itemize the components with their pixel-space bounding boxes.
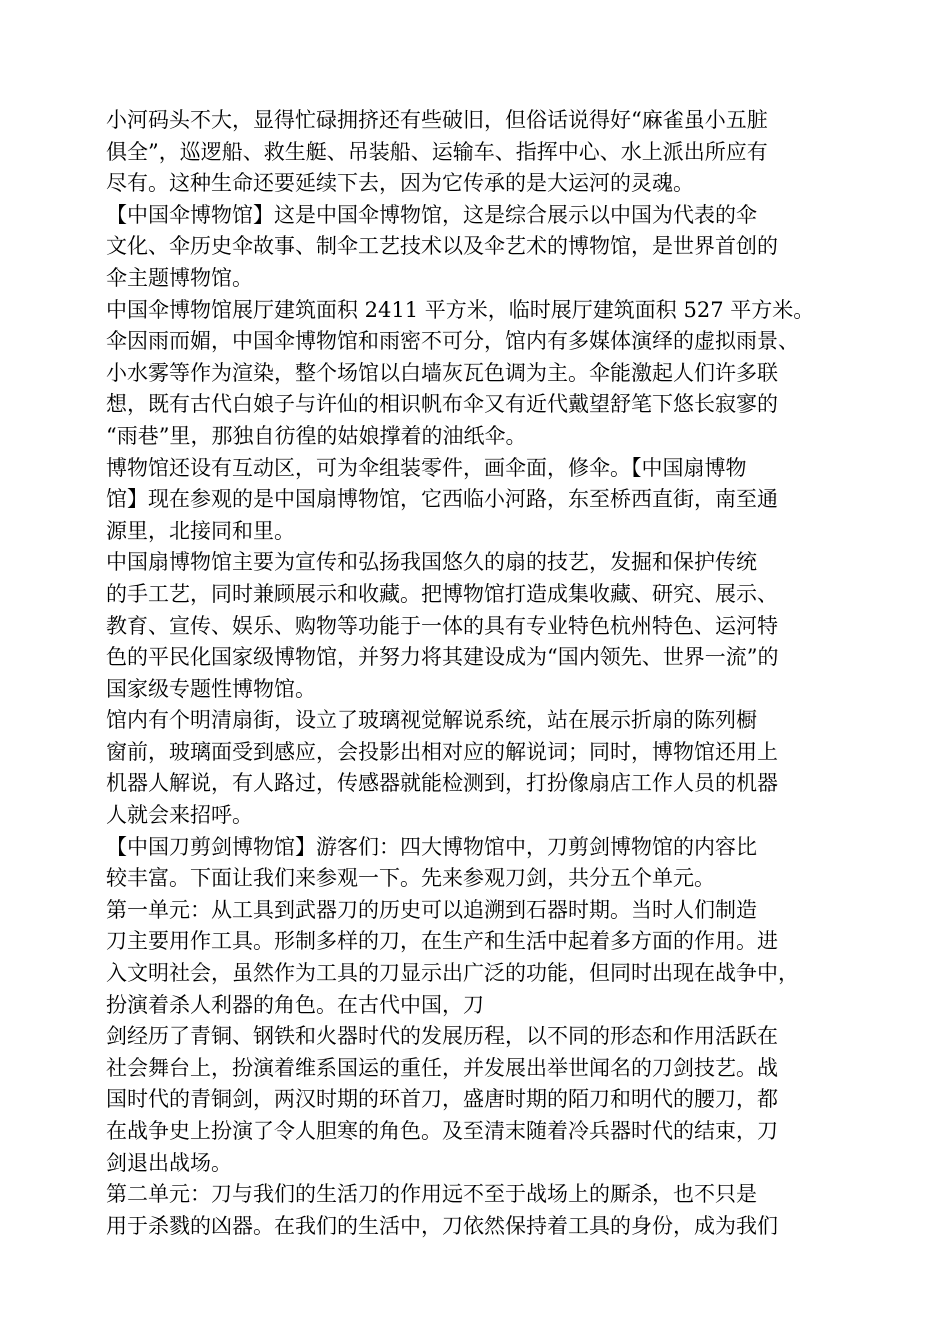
text-line: 剑经历了青铜、钢铁和火器时代的发展历程，以不同的形态和作用活跃在 (106, 1024, 778, 1049)
text-line: 伞主题博物馆。 (106, 265, 253, 290)
text-line: 扮演着杀人利器的角色。在古代中国，刀 (106, 992, 484, 1017)
text-line: 第二单元：刀与我们的生活刀的作用远不至于战场上的厮杀，也不只是 (106, 1182, 757, 1207)
text-line: 较丰富。下面让我们来参观一下。先来参观刀剑，共分五个单元。 (106, 866, 715, 891)
text-line: 文化、伞历史伞故事、制伞工艺技术以及伞艺术的博物馆，是世界首创的 (106, 234, 778, 259)
text-line: 想，既有古代白娘子与许仙的相识帆布伞又有近代戴望舒笔下悠长寂寥的 (106, 392, 778, 417)
text-line: 【中国刀剪剑博物馆】游客们：四大博物馆中，刀剪剑博物馆的内容比 (106, 834, 757, 859)
text-line: 博物馆还设有互动区，可为伞组装零件，画伞面，修伞。【中国扇博物 (106, 455, 747, 480)
text-line: 中国伞博物馆展厅建筑面积 2411 平方米，临时展厅建筑面积 527 平方米。 (106, 297, 815, 322)
text-line: 【中国伞博物馆】这是中国伞博物馆，这是综合展示以中国为代表的伞 (106, 202, 757, 227)
text-line: 小河码头不大，显得忙碌拥挤还有些破旧，但俗话说得好“麻雀虽小五脏 (106, 108, 768, 132)
text-line: 中国扇博物馆主要为宣传和弘扬我国悠久的扇的技艺，发掘和保护传统 (106, 550, 757, 575)
text-line: 用于杀戮的凶器。在我们的生活中，刀依然保持着工具的身份，成为我们 (106, 1213, 778, 1238)
text-line: 入文明社会，虽然作为工具的刀显示出广泛的功能，但同时出现在战争中， (106, 961, 799, 986)
body-text (106, 105, 866, 1242)
text-line: 国时代的青铜剑，两汉时期的环首刀，盛唐时期的陌刀和明代的腰刀，都 (106, 1087, 778, 1112)
text-line: 窗前，玻璃面受到感应，会投影出相对应的解说词；同时，博物馆还用上 (106, 739, 778, 764)
text-line: 色的平民化国家级博物馆，并努力将其建设成为“国内领先、世界一流”的 (106, 645, 779, 670)
text-line: 尽有。这种生命还要延续下去，因为它传承的是大运河的灵魂。 (106, 171, 694, 196)
text-line: 教育、宣传、娱乐、购物等功能于一体的具有专业特色杭州特色、运河特 (106, 613, 778, 638)
text-line: 国家级专题性博物馆。 (106, 676, 316, 701)
text-line: 小水雾等作为渲染，整个场馆以白墙灰瓦色调为主。伞能激起人们许多联 (106, 360, 778, 385)
text-line: 机器人解说，有人路过，传感器就能检测到，打扮像扇店工作人员的机器 (106, 771, 778, 796)
text-line: 伞因雨而媚，中国伞博物馆和雨密不可分，馆内有多媒体演绎的虚拟雨景、 (106, 329, 799, 354)
text-line: 剑退出战场。 (106, 1150, 232, 1175)
text-line: 社会舞台上，扮演着维系国运的重任，并发展出举世闻名的刀剑技艺。战 (106, 1055, 778, 1080)
text-line: 人就会来招呼。 (106, 803, 253, 828)
text-line: 刀主要用作工具。形制多样的刀，在生产和生活中起着多方面的作用。进 (106, 929, 778, 954)
text-line: 在战争史上扮演了令人胆寒的角色。及至清末随着冷兵器时代的结束，刀 (106, 1119, 778, 1143)
text-line: 的手工艺，同时兼顾展示和收藏。把博物馆打造成集收藏、研究、展示、 (106, 581, 778, 606)
text-line: 第一单元：从工具到武器刀的历史可以追溯到石器时期。当时人们制造 (106, 897, 757, 922)
text-line: 源里，北接同和里。 (106, 518, 295, 543)
text-line: 俱全”，巡逻船、救生艇、吊装船、运输车、指挥中心、水上派出所应有 (106, 139, 768, 164)
text-line: 馆】现在参观的是中国扇博物馆，它西临小河路，东至桥西直街，南至通 (106, 487, 778, 512)
text-line: “雨巷”里，那独自彷徨的姑娘撑着的油纸伞。 (106, 423, 527, 448)
text-line: 馆内有个明清扇街，设立了玻璃视觉解说系统，站在展示折扇的陈列橱 (106, 708, 757, 733)
